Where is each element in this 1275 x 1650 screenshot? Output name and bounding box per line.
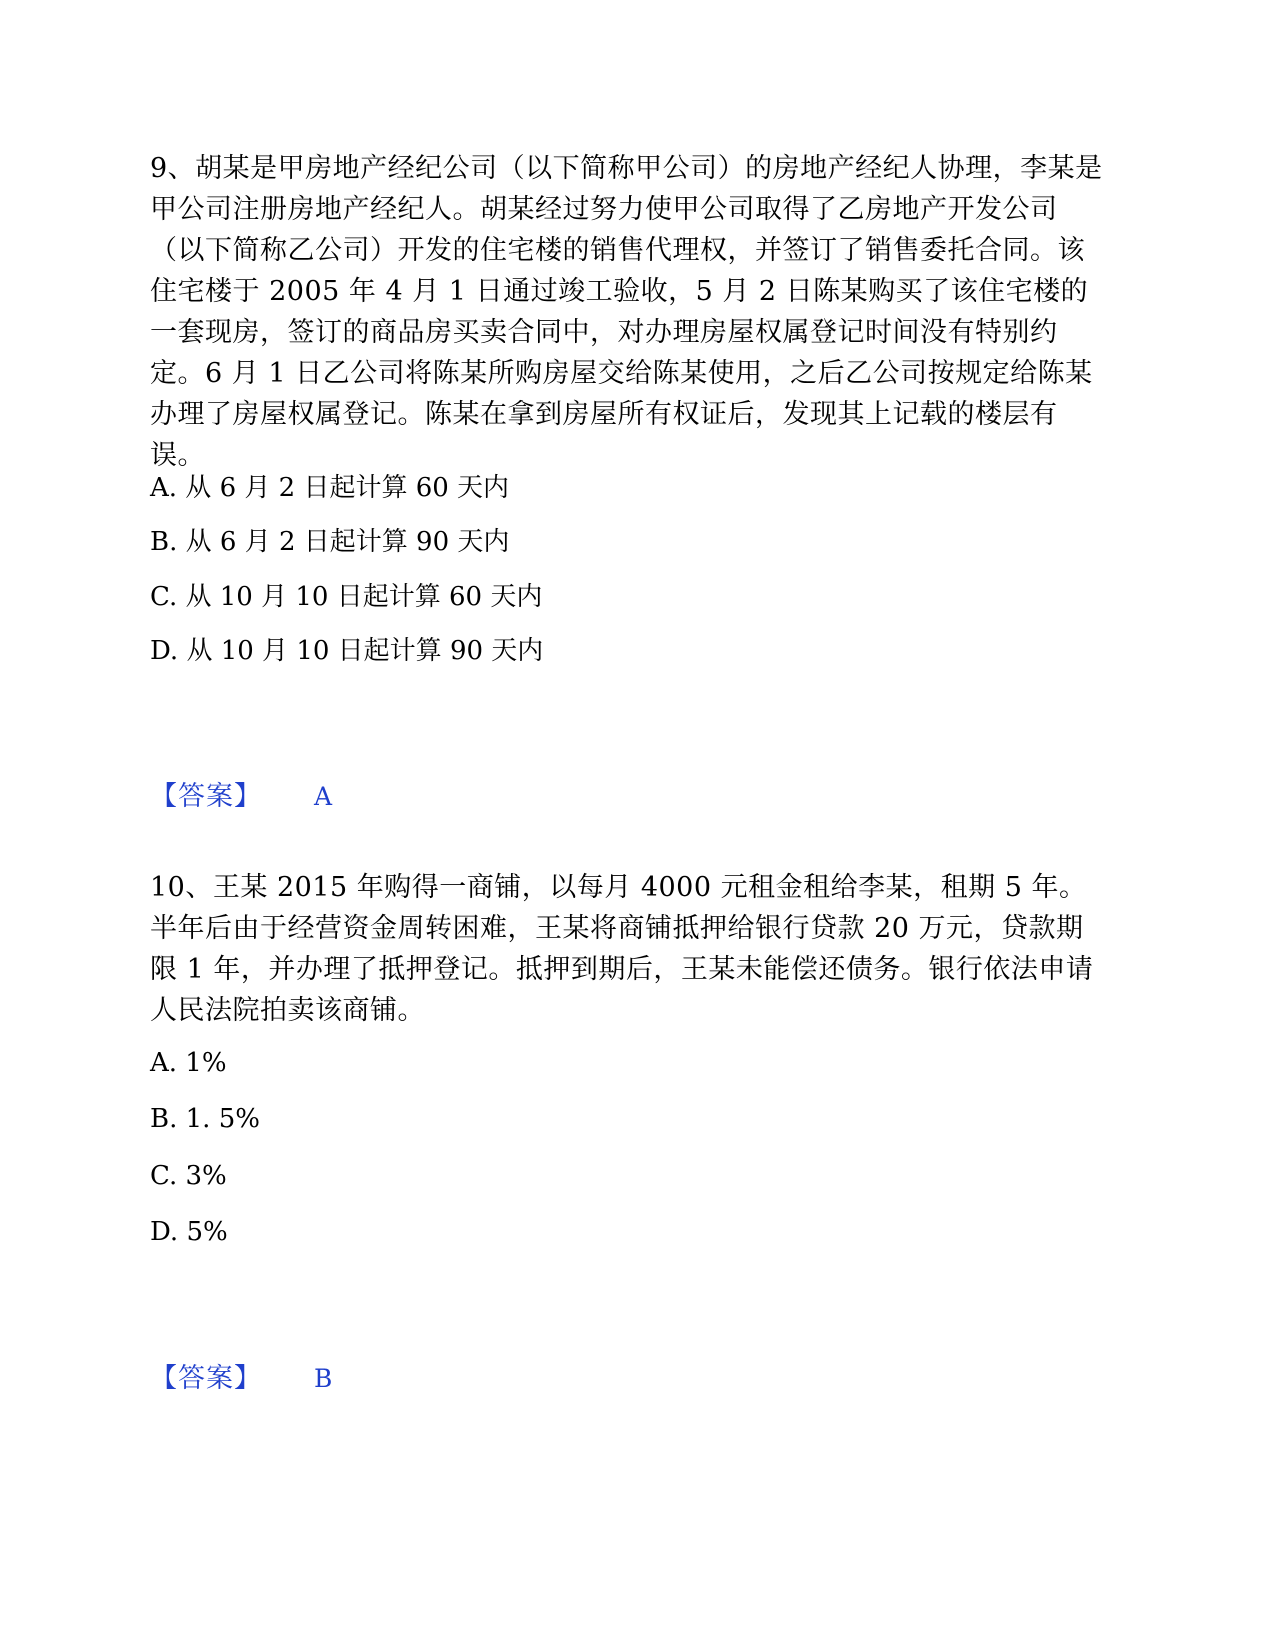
question-9-option-b: B. 从 6 月 2 日起计算 90 天内 <box>150 527 510 557</box>
answer-label: 【答案】 <box>150 1363 262 1394</box>
question-9-text: 9、胡某是甲房地产经纪公司（以下简称甲公司）的房地产经纪人协理，李某是甲公司注册房地产经纪人。胡某经过努力使甲公司取得了乙房地产开发公司（以下简称乙公司）开发的住宅楼的销售代理权，并签订了销售委托合同。该住宅楼于 2005 年 4 月 1 日通过竣工验收，5 月 2 日陈某购买了该住宅楼的一套现房，签订的商品房买卖合同中，对办理房屋权属登记时间没有特别约定。6 月 1 日乙公司将陈某所购房屋交给陈某使用，之后乙公司按规定给陈某办理了房屋权属登记。陈某在拿到房屋所有权证后，发现其上记载的楼层有误。 <box>150 153 1103 471</box>
question-9-option-a: A. 从 6 月 2 日起计算 60 天内 <box>150 473 510 503</box>
question-10-option-d: D. 5% <box>150 1217 228 1247</box>
question-10-answer <box>150 1362 332 1396</box>
question-9-option-c: C. 从 10 月 10 日起计算 60 天内 <box>150 582 543 612</box>
question-9-answer <box>150 780 332 814</box>
answer-label: 【答案】 <box>150 781 262 812</box>
answer-value: B <box>314 1364 333 1393</box>
question-9-option-d: D. 从 10 月 10 日起计算 90 天内 <box>150 636 544 666</box>
question-10-option-a: A. 1% <box>150 1048 227 1078</box>
answer-value: A <box>314 782 333 811</box>
question-10-option-c: C. 3% <box>150 1161 227 1191</box>
question-10-text: 10、王某 2015 年购得一商铺，以每月 4000 元租金租给李某，租期 5 年。半年后由于经营资金周转困难，王某将商铺抵押给银行贷款 20 万元，贷款期限 1 年，并办理了抵押登记。抵押到期后，王某未能偿还债务。银行依法申请人民法院拍卖该商铺。 <box>150 872 1094 1026</box>
question-10-option-b: B. 1. 5% <box>150 1104 260 1134</box>
